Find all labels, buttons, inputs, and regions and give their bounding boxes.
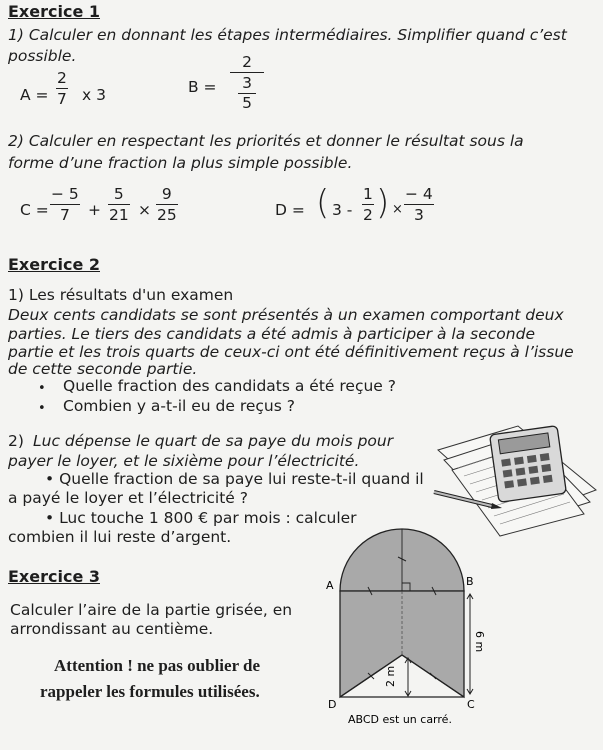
expr-D-frac1 <box>362 186 374 224</box>
expr-C-frac3 <box>156 186 178 224</box>
expr-D-frac2-num: − 4 <box>405 185 433 203</box>
expr-D-times: × <box>392 202 403 217</box>
ex2-p1-text-1: Deux cents candidats se sont présentés à un examen comportant deux <box>8 306 564 324</box>
label-A: A <box>326 579 334 592</box>
ex2-p2-line1: Luc dépense le quart de sa paye du mois pour <box>33 432 394 450</box>
label-height-2m: 2 m <box>384 665 397 687</box>
bullet-icon: • <box>38 381 46 396</box>
expr-D-paren-open: ( <box>316 183 330 223</box>
expr-A-times: x 3 <box>82 86 106 104</box>
ex3-text-line1: Calculer l’aire de la partie grisée, en <box>10 601 293 619</box>
exercise-1-title: Exercice 1 <box>8 2 100 21</box>
expr-B-top: 2 <box>242 53 252 71</box>
expr-C-frac2-den: 21 <box>109 206 129 225</box>
expr-A-denominator: 7 <box>57 90 67 109</box>
ex2-p1-heading: 1) Les résultats d'un examen <box>8 286 234 304</box>
expr-D-three-minus: 3 - <box>332 201 353 219</box>
expr-A-fraction <box>56 70 68 108</box>
expr-D-paren-close: ) <box>376 183 390 223</box>
expr-C-frac1-den: 7 <box>59 206 70 225</box>
expr-D-frac2 <box>404 186 434 224</box>
expr-C-frac1-num: − 5 <box>51 185 79 203</box>
ex2-p2-number: 2) <box>8 432 24 450</box>
ex2-p1-text-3: partie et les trois quarts de ceux-ci ont été définitivement reçus à l’issue <box>8 343 574 361</box>
ex2-p2-bullet2-line2: combien il lui reste d’argent. <box>8 528 232 546</box>
label-side-6m: 6 m <box>473 631 486 653</box>
expr-C-label: C = <box>20 201 49 219</box>
ex2-p2-bullet2-line1: • Luc touche 1 800 € par mois : calculer <box>45 509 357 527</box>
expr-C-frac2-num: 5 <box>113 185 124 203</box>
exercise-3-title: Exercice 3 <box>8 567 100 586</box>
expr-D-frac1-den: 2 <box>363 206 373 225</box>
ex2-p1-bullet-2: Combien y a-t-il eu de reçus ? <box>63 397 295 415</box>
ex1-q1-line1: 1) Calculer en donnant les étapes intermédiaires. Simplifier quand c’est <box>8 26 567 44</box>
expr-B-label: B = <box>188 78 217 96</box>
attention-line2: rappeler les formules utilisées. <box>40 682 260 701</box>
ex2-p1-text-4: de cette seconde partie. <box>8 360 198 378</box>
expr-A-numerator: 2 <box>57 69 67 87</box>
calculator-icon <box>490 426 567 503</box>
ex1-q2-line2: forme d’une fraction la plus simple possible. <box>8 154 353 172</box>
figure-caption: ABCD est un carré. <box>348 713 452 726</box>
exercise-2-title: Exercice 2 <box>8 255 100 274</box>
expr-C-times: × <box>138 201 151 219</box>
expr-D-frac2-den: 3 <box>413 206 424 225</box>
expr-C-frac2 <box>108 186 130 224</box>
ex2-p2-bullet1-line1: • Quelle fraction de sa paye lui reste-t-il quand il <box>45 470 424 488</box>
expr-C-frac1 <box>50 186 80 224</box>
expr-D-frac1-num: 1 <box>363 185 373 203</box>
ex2-p2-bullet1-line2: a payé le loyer et l’électricité ? <box>8 489 248 507</box>
ex1-q2-line1: 2) Calculer en respectant les priorités et donner le résultat sous la <box>8 132 524 150</box>
ex1-q1-line2: possible. <box>8 47 77 65</box>
bullet-icon: • <box>38 401 46 416</box>
ex2-p1-bullet-1: Quelle fraction des candidats a été reçue ? <box>63 377 396 395</box>
label-B: B <box>466 575 474 588</box>
ex2-p1-text-2: parties. Le tiers des candidats a été admis à participer à la seconde <box>8 325 535 343</box>
expr-C-frac3-num: 9 <box>161 185 172 203</box>
expr-B-complex-fraction <box>230 54 264 111</box>
label-D: D <box>328 698 337 711</box>
label-C: C <box>467 698 475 711</box>
expr-B-mid: 3 <box>242 74 252 93</box>
ex2-p2-line2: payer le loyer, et le sixième pour l’électricité. <box>8 452 360 470</box>
geometry-figure <box>318 525 500 727</box>
expr-A-label: A = <box>20 86 49 104</box>
expr-C-plus: + <box>88 201 101 219</box>
expr-B-bot: 5 <box>242 93 252 112</box>
expr-C-frac3-den: 25 <box>157 206 177 225</box>
attention-line1: Attention ! ne pas oublier de <box>54 656 261 675</box>
expr-D-label: D = <box>275 201 305 219</box>
ex3-text-line2: arrondissant au centième. <box>10 620 214 638</box>
